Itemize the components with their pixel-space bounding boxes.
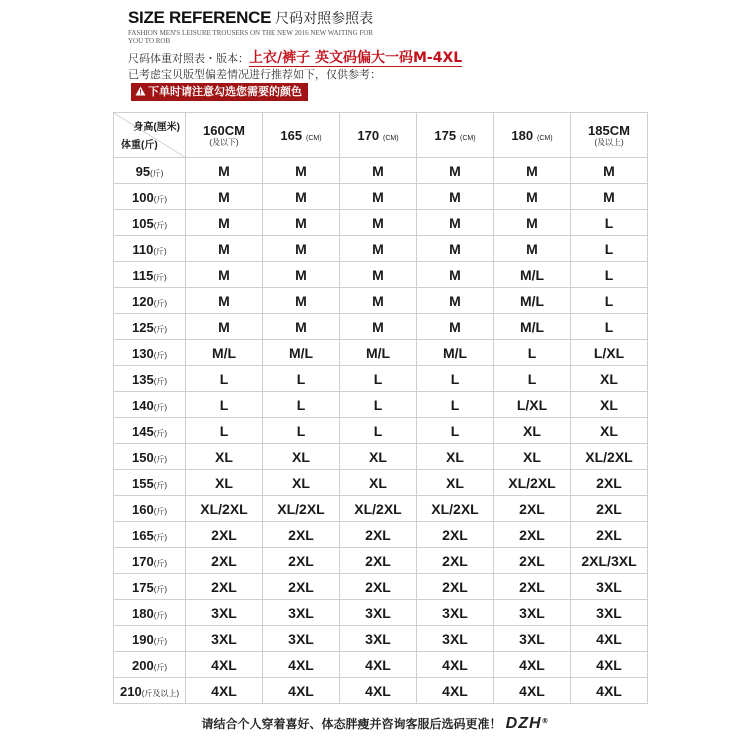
version-prefix: 尺码体重对照表・版本： xyxy=(128,52,249,65)
weight-value: 170 xyxy=(131,553,154,569)
height-axis-label: 身高(厘米) xyxy=(133,122,180,133)
size-cell: L xyxy=(571,236,648,262)
weight-unit: (斤) xyxy=(150,168,164,178)
size-cell: M xyxy=(263,262,340,288)
size-cell: 3XL xyxy=(494,626,571,652)
size-cell: 3XL xyxy=(417,626,494,652)
size-cell: 3XL xyxy=(571,574,648,600)
size-cell: L xyxy=(186,418,263,444)
size-cell: L xyxy=(571,288,648,314)
weight-cell xyxy=(114,340,186,366)
weight-value: 165 xyxy=(131,527,154,543)
size-table xyxy=(113,112,648,704)
weight-unit: (斤) xyxy=(153,402,168,412)
height-unit: (CM) xyxy=(306,135,322,142)
size-cell: M xyxy=(340,184,417,210)
weight-unit: (斤) xyxy=(153,532,168,542)
size-cell: L xyxy=(263,366,340,392)
table-row xyxy=(114,470,648,496)
footer-text: 请结合个人穿着喜好、体态胖瘦并咨询客服后选码更准！ xyxy=(201,717,502,731)
size-cell: L xyxy=(417,418,494,444)
weight-value: 130 xyxy=(131,345,154,361)
size-cell: M/L xyxy=(494,262,571,288)
size-cell: L xyxy=(494,340,571,366)
size-cell: 4XL xyxy=(417,652,494,678)
weight-unit: (斤) xyxy=(153,220,168,230)
table-row xyxy=(114,678,648,704)
weight-unit: (斤) xyxy=(153,246,167,256)
size-cell: M xyxy=(186,210,263,236)
size-cell: 4XL xyxy=(340,652,417,678)
weight-value: 125 xyxy=(131,319,154,335)
size-cell: XL/2XL xyxy=(417,496,494,522)
size-cell: XL xyxy=(186,444,263,470)
size-cell: M xyxy=(494,158,571,184)
weight-value: 155 xyxy=(131,475,154,491)
size-cell: M/L xyxy=(494,314,571,340)
height-unit: (CM) xyxy=(383,135,399,142)
version-line xyxy=(128,47,462,67)
size-cell: 2XL xyxy=(417,574,494,600)
table-row xyxy=(114,158,648,184)
weight-cell xyxy=(114,496,186,522)
size-cell: L xyxy=(571,210,648,236)
weight-unit: (斤) xyxy=(153,376,168,386)
size-cell: M/L xyxy=(186,340,263,366)
size-cell: L/XL xyxy=(494,392,571,418)
weight-cell xyxy=(114,626,186,652)
weight-cell xyxy=(114,522,186,548)
height-value: 185CM xyxy=(588,123,630,138)
height-unit: (CM) xyxy=(460,135,476,142)
size-cell: L xyxy=(494,366,571,392)
height-value: 160CM xyxy=(203,123,245,138)
table-row xyxy=(114,522,648,548)
size-cell: M xyxy=(417,158,494,184)
footer-note xyxy=(0,715,750,733)
weight-value: 105 xyxy=(131,215,154,231)
size-cell: 2XL xyxy=(417,522,494,548)
size-cell: M xyxy=(417,184,494,210)
size-cell: M xyxy=(417,236,494,262)
size-cell: 4XL xyxy=(417,678,494,704)
height-column-header xyxy=(494,113,571,158)
weight-unit: (斤) xyxy=(153,298,168,308)
size-cell: M xyxy=(263,236,340,262)
size-cell: M xyxy=(263,158,340,184)
weight-value: 110 xyxy=(132,241,154,257)
size-cell: 4XL xyxy=(571,652,648,678)
size-cell: M xyxy=(340,288,417,314)
weight-unit: (斤) xyxy=(153,636,168,646)
table-row xyxy=(114,418,648,444)
size-cell: 2XL xyxy=(263,522,340,548)
size-cell: M xyxy=(263,210,340,236)
size-cell: M xyxy=(417,262,494,288)
weight-cell xyxy=(114,392,186,418)
size-cell: 2XL/3XL xyxy=(571,548,648,574)
weight-axis-label: 体重(斤) xyxy=(121,140,158,151)
height-value: 170 xyxy=(357,128,380,143)
table-row xyxy=(114,184,648,210)
weight-cell xyxy=(114,210,186,236)
table-row xyxy=(114,366,648,392)
table-row xyxy=(114,600,648,626)
version-highlight: 上衣/裤子 英文码偏大一码M-4XL xyxy=(249,50,463,66)
weight-value: 150 xyxy=(131,449,154,465)
size-cell: 2XL xyxy=(494,496,571,522)
weight-cell xyxy=(114,444,186,470)
table-row xyxy=(114,548,648,574)
size-cell: 3XL xyxy=(340,626,417,652)
size-cell: L xyxy=(417,392,494,418)
size-cell: XL/2XL xyxy=(263,496,340,522)
size-cell: 2XL xyxy=(571,522,648,548)
weight-value: 115 xyxy=(132,267,154,283)
table-row xyxy=(114,236,648,262)
size-cell: M/L xyxy=(340,340,417,366)
header xyxy=(128,8,648,45)
header-row xyxy=(114,113,648,158)
recommendation-note: 已考虑宝贝版型偏差情况进行推荐如下，仅供参考： xyxy=(128,68,381,81)
weight-cell xyxy=(114,652,186,678)
weight-cell xyxy=(114,158,186,184)
weight-cell xyxy=(114,236,186,262)
size-cell: M/L xyxy=(263,340,340,366)
size-cell: 2XL xyxy=(340,522,417,548)
weight-unit: (斤) xyxy=(153,194,168,204)
size-cell: XL xyxy=(494,444,571,470)
weight-value: 160 xyxy=(131,501,154,517)
weight-value: 190 xyxy=(131,631,154,647)
size-cell: 2XL xyxy=(186,548,263,574)
weight-unit: (斤及以上) xyxy=(141,688,180,698)
size-cell: 2XL xyxy=(263,548,340,574)
size-cell: 4XL xyxy=(186,678,263,704)
size-cell: M xyxy=(417,210,494,236)
weight-cell xyxy=(114,314,186,340)
size-cell: M xyxy=(417,288,494,314)
table-row xyxy=(114,288,648,314)
size-cell: L xyxy=(340,366,417,392)
size-cell: 4XL xyxy=(571,678,648,704)
size-cell: 3XL xyxy=(186,600,263,626)
table-row xyxy=(114,314,648,340)
size-cell: 4XL xyxy=(494,678,571,704)
size-cell: XL/2XL xyxy=(340,496,417,522)
weight-unit: (斤) xyxy=(153,324,168,334)
size-cell: 2XL xyxy=(417,548,494,574)
height-qualifier: (及以上) xyxy=(594,138,624,147)
size-cell: L xyxy=(340,418,417,444)
height-value: 175 xyxy=(434,128,457,143)
size-cell: L xyxy=(571,314,648,340)
size-cell: 2XL xyxy=(186,574,263,600)
size-cell: M xyxy=(186,158,263,184)
size-cell: M xyxy=(571,158,648,184)
weight-cell xyxy=(114,418,186,444)
height-value: 165 xyxy=(280,128,303,143)
size-cell: L/XL xyxy=(571,340,648,366)
weight-unit: (斤) xyxy=(153,454,168,464)
weight-value: 120 xyxy=(131,293,154,309)
height-unit: (CM) xyxy=(537,135,553,142)
weight-value: 200 xyxy=(131,657,154,673)
height-column-header xyxy=(263,113,340,158)
size-cell: 3XL xyxy=(263,600,340,626)
size-cell: 2XL xyxy=(340,574,417,600)
table-row xyxy=(114,626,648,652)
size-cell: M xyxy=(263,314,340,340)
size-cell: M xyxy=(417,314,494,340)
table-row xyxy=(114,340,648,366)
size-cell: 2XL xyxy=(186,522,263,548)
size-cell: M xyxy=(340,158,417,184)
title-cn: 尺码对照参照表 xyxy=(275,11,374,27)
size-cell: M xyxy=(186,262,263,288)
size-cell: 3XL xyxy=(186,626,263,652)
weight-value: 140 xyxy=(131,397,154,413)
warning-text: 下单时请注意勾选您需要的颜色 xyxy=(148,85,302,98)
size-cell: M xyxy=(494,236,571,262)
size-cell: L xyxy=(263,392,340,418)
weight-cell xyxy=(114,262,186,288)
size-cell: XL xyxy=(340,444,417,470)
table-row xyxy=(114,496,648,522)
size-cell: M xyxy=(494,210,571,236)
height-column-header xyxy=(186,113,263,158)
size-cell: 2XL xyxy=(494,574,571,600)
corner-header xyxy=(114,113,186,158)
size-cell: 2XL xyxy=(494,548,571,574)
table-row xyxy=(114,210,648,236)
table-row xyxy=(114,574,648,600)
height-qualifier: (及以下) xyxy=(209,138,239,147)
size-cell: M xyxy=(340,262,417,288)
table-row xyxy=(114,444,648,470)
title-en: SIZE REFERENCE xyxy=(128,8,272,27)
subtitle: FASHION MEN'S LEISURE TROUSERS ON THE NEW 2016 NEW WAITING FOR YOU TO ROB xyxy=(128,29,374,45)
weight-value: 95 xyxy=(135,163,151,179)
registered-mark: ® xyxy=(541,717,549,725)
size-cell: L xyxy=(571,262,648,288)
size-cell: 2XL xyxy=(571,470,648,496)
weight-unit: (斤) xyxy=(153,584,168,594)
height-column-header xyxy=(571,113,648,158)
size-cell: L xyxy=(186,366,263,392)
size-cell: XL xyxy=(571,418,648,444)
height-value: 180 xyxy=(511,128,534,143)
table-row xyxy=(114,652,648,678)
size-cell: M xyxy=(186,314,263,340)
color-warning-banner xyxy=(131,83,308,101)
size-cell: XL xyxy=(340,470,417,496)
size-cell: 3XL xyxy=(340,600,417,626)
size-cell: M xyxy=(340,210,417,236)
weight-value: 180 xyxy=(131,605,154,621)
size-cell: XL xyxy=(571,366,648,392)
size-cell: M xyxy=(571,184,648,210)
size-cell: 3XL xyxy=(571,600,648,626)
weight-cell xyxy=(114,288,186,314)
size-cell: XL xyxy=(571,392,648,418)
size-cell: M xyxy=(186,236,263,262)
size-cell: M xyxy=(186,184,263,210)
size-cell: XL xyxy=(417,444,494,470)
size-cell: L xyxy=(340,392,417,418)
size-cell: M/L xyxy=(417,340,494,366)
weight-value: 145 xyxy=(131,423,154,439)
size-cell: XL/2XL xyxy=(186,496,263,522)
weight-unit: (斤) xyxy=(153,610,168,620)
weight-unit: (斤) xyxy=(153,350,168,360)
size-cell: L xyxy=(186,392,263,418)
title-row xyxy=(128,8,648,28)
weight-value: 210 xyxy=(119,683,142,699)
table-row xyxy=(114,262,648,288)
size-cell: 4XL xyxy=(263,678,340,704)
size-cell: 2XL xyxy=(494,522,571,548)
size-cell: M xyxy=(340,236,417,262)
height-column-header xyxy=(340,113,417,158)
size-cell: L xyxy=(417,366,494,392)
table-row xyxy=(114,392,648,418)
weight-value: 175 xyxy=(131,579,154,595)
size-cell: 3XL xyxy=(417,600,494,626)
weight-value: 100 xyxy=(131,189,154,205)
size-cell: 3XL xyxy=(494,600,571,626)
weight-cell xyxy=(114,678,186,704)
size-cell: XL xyxy=(186,470,263,496)
size-cell: XL xyxy=(263,444,340,470)
size-cell: 4XL xyxy=(571,626,648,652)
size-cell: XL xyxy=(494,418,571,444)
weight-unit: (斤) xyxy=(153,428,168,438)
weight-unit: (斤) xyxy=(153,480,168,490)
size-cell: M xyxy=(263,184,340,210)
size-cell: XL xyxy=(417,470,494,496)
brand-logo: DZH xyxy=(505,715,542,732)
weight-value: 135 xyxy=(131,371,154,387)
warning-triangle-icon xyxy=(135,86,146,96)
weight-cell xyxy=(114,600,186,626)
size-cell: M xyxy=(340,314,417,340)
size-cell: 2XL xyxy=(340,548,417,574)
weight-unit: (斤) xyxy=(153,558,168,568)
size-cell: M xyxy=(263,288,340,314)
size-cell: 4XL xyxy=(340,678,417,704)
weight-unit: (斤) xyxy=(153,506,168,516)
size-cell: M xyxy=(494,184,571,210)
size-cell: M xyxy=(186,288,263,314)
weight-unit: (斤) xyxy=(153,662,168,672)
size-cell: M/L xyxy=(494,288,571,314)
height-column-header xyxy=(417,113,494,158)
weight-cell xyxy=(114,184,186,210)
size-cell: 3XL xyxy=(263,626,340,652)
size-cell: 2XL xyxy=(263,574,340,600)
size-cell: 4XL xyxy=(186,652,263,678)
weight-unit: (斤) xyxy=(153,272,167,282)
weight-cell xyxy=(114,548,186,574)
size-cell: XL/2XL xyxy=(494,470,571,496)
size-cell: 4XL xyxy=(263,652,340,678)
size-cell: XL/2XL xyxy=(571,444,648,470)
weight-cell xyxy=(114,470,186,496)
weight-cell xyxy=(114,574,186,600)
weight-cell xyxy=(114,366,186,392)
size-cell: XL xyxy=(263,470,340,496)
size-cell: 4XL xyxy=(494,652,571,678)
size-cell: L xyxy=(263,418,340,444)
size-cell: 2XL xyxy=(571,496,648,522)
